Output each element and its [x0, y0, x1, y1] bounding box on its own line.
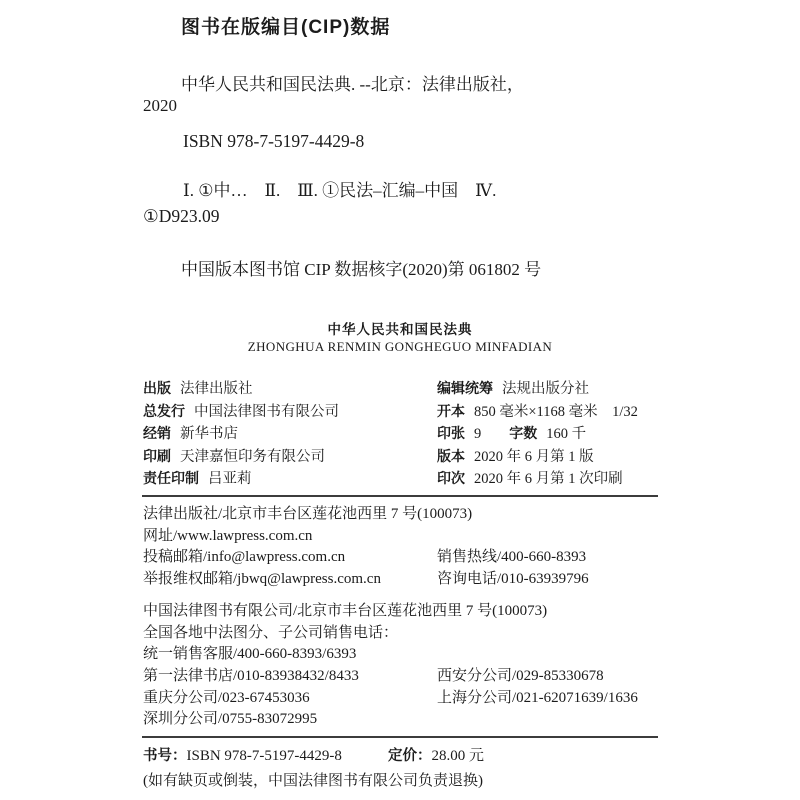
contact-left: 网址/www.lawpress.com.cn: [143, 527, 313, 544]
contact-left: 统一销售客服/400-660-8393/6393: [143, 646, 357, 663]
pub-value: 2020 年 6 月第 1 次印刷: [474, 471, 623, 488]
contact-row-report-consult: [143, 569, 663, 591]
pub-value: 法律出版社: [180, 381, 253, 397]
contact-left: 第一法律书店/010-83938432/8433: [143, 668, 359, 685]
distributor-row-shenzhen: [143, 709, 663, 731]
pub-label: 印次: [437, 470, 465, 487]
book-number-value: ISBN 978-7-5197-4429-8: [186, 748, 342, 764]
divider-rule-bottom: [142, 736, 658, 738]
pub-value: 850 毫米×1168 毫米 1/32: [474, 403, 638, 420]
distributor-contact-block: [143, 601, 663, 731]
distributor-row-address: [143, 601, 663, 623]
pub-row-printer: [143, 445, 339, 468]
pub-value: 天津嘉恒印务有限公司: [180, 448, 325, 465]
contact-right: 咨询电话/010-63939796: [437, 571, 589, 588]
contact-left: 中国法律图书有限公司/北京市丰台区莲花池西里 7 号(100073): [143, 603, 548, 619]
pub-label: 出版: [143, 380, 171, 396]
cip-header: 图书在版编目(CIP)数据: [181, 17, 391, 38]
book-number-label: 书号：: [143, 748, 187, 764]
pub-info-left-column: [143, 377, 339, 490]
pub-value: 160 千: [546, 426, 587, 443]
pub-value: 中国法律图书有限公司: [194, 403, 339, 420]
contact-row-email-hotline: [143, 547, 663, 569]
cip-registry-line: 中国版本图书馆 CIP 数据核字(2020)第 061802 号: [181, 260, 542, 279]
pub-row-edition: [437, 445, 638, 468]
pub-value: 法规出版分社: [502, 381, 589, 397]
pub-label: 印张: [437, 425, 465, 442]
contact-left: 举报维权邮箱/jbwq@lawpress.com.cn: [143, 571, 381, 588]
pub-row-sheets-words: [437, 422, 638, 445]
contact-left: 重庆分公司/023-67453036: [143, 689, 310, 706]
pub-value: 吕亚莉: [208, 471, 252, 488]
pub-label: 版本: [437, 447, 465, 464]
pub-row-distributor: [143, 400, 339, 423]
contact-left: 投稿邮箱/info@lawpress.com.cn: [143, 549, 346, 566]
pub-label: 印刷: [143, 447, 171, 464]
divider-rule-top: [142, 495, 658, 497]
contact-row-website: [143, 526, 663, 548]
pub-row-print-supervisor: [143, 467, 339, 490]
cip-classification-code: ①D923.09: [143, 206, 220, 226]
contact-left: 法律出版社/北京市丰台区莲花池西里 7 号(100073): [143, 506, 473, 522]
pub-label: 字数: [509, 425, 538, 442]
distributor-row-service: [143, 644, 663, 666]
pub-info-right-column: [437, 377, 638, 490]
cip-title-line: 中华人民共和国民法典. --北京：法律出版社，: [181, 75, 524, 94]
price-value: 28.00 元: [431, 748, 485, 764]
pub-row-editor: [437, 377, 638, 400]
distributor-row-intro: [143, 623, 663, 645]
cip-classification-line: Ⅰ. ①中… Ⅱ. Ⅲ. ①民法–汇编–中国 Ⅳ.: [183, 181, 497, 200]
pub-value: 2020 年 6 月第 1 版: [474, 448, 594, 465]
pub-label: 经销: [143, 425, 171, 442]
footer-return-note: (如有缺页或倒装，中国法律图书有限公司负责退换): [143, 773, 483, 789]
book-title-chinese: 中华人民共和国民法典: [327, 322, 473, 337]
book-title-pinyin: ZHONGHUA RENMIN GONGHEGUO MINFADIAN: [247, 339, 553, 354]
contact-right: 西安分公司/029-85330678: [437, 668, 604, 685]
distributor-row-bookstore-xian: [143, 666, 663, 688]
pub-value: 新华书店: [180, 426, 238, 443]
contact-row-address: [143, 504, 663, 526]
pub-label: 编辑统筹: [437, 380, 493, 396]
contact-left: 深圳分公司/0755-83072995: [143, 711, 318, 728]
contact-left: 全国各地中法图分、子公司销售电话：: [143, 624, 399, 641]
cip-isbn-line: ISBN 978-7-5197-4429-8: [183, 131, 365, 151]
pub-label: 责任印制: [143, 470, 199, 487]
pub-value: 9: [474, 426, 482, 443]
pub-row-seller: [143, 422, 339, 445]
pub-row-publisher: [143, 377, 339, 400]
contact-right: 上海分公司/021-62071639/1636: [437, 689, 638, 706]
contact-right: 销售热线/400-660-8393: [437, 549, 587, 566]
footer-isbn-price-row: [143, 745, 485, 767]
pub-label: 总发行: [143, 402, 185, 419]
cip-year-line: 2020: [143, 96, 177, 115]
publisher-contact-block: [143, 504, 663, 591]
pub-label: 开本: [437, 402, 465, 419]
distributor-row-chongqing-shanghai: [143, 688, 663, 710]
pub-row-format: [437, 400, 638, 423]
price-group: [388, 745, 484, 767]
pub-row-impression: [437, 467, 638, 490]
price-label: 定价：: [388, 748, 432, 764]
